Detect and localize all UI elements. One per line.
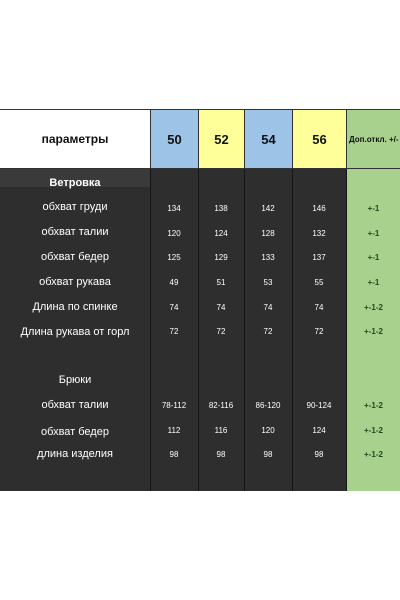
table-cell: 72 (169, 327, 179, 336)
table-cell: 129 (214, 253, 228, 262)
table-cell: 124 (214, 229, 228, 238)
tolerance-cell: +-1-2 (364, 426, 383, 435)
table-cell: 55 (314, 278, 324, 287)
tolerance-cell: +-1-2 (364, 401, 383, 410)
table-cell: 90-124 (306, 401, 332, 410)
table-cell: 133 (261, 253, 275, 262)
tolerance-cell: +-1 (367, 253, 380, 262)
table-cell: 132 (312, 229, 326, 238)
header-size-56: 56 (292, 109, 346, 169)
header-parameters: параметры (0, 109, 150, 169)
table-cell: 120 (261, 426, 275, 435)
table-cell: 98 (314, 450, 324, 459)
table-cell: 72 (314, 327, 324, 336)
row-label: длина изделия (37, 448, 113, 460)
table-cell: 128 (261, 229, 275, 238)
tolerance-cell: +-1-2 (364, 303, 383, 312)
section-title-jacket: Ветровка (49, 177, 101, 189)
row-label: Длина рукава от горл (20, 326, 130, 338)
table-cell: 146 (312, 204, 326, 213)
table-cell: 72 (216, 327, 226, 336)
row-label: обхват талии (41, 399, 109, 411)
row-label: Длина по спинке (32, 301, 118, 313)
header-tolerance: Доп.откл. +/- (346, 109, 400, 169)
table-cell: 78-112 (161, 401, 187, 410)
table-cell: 98 (263, 450, 273, 459)
tolerance-cell: +-1-2 (364, 450, 383, 459)
table-cell: 116 (214, 426, 228, 435)
row-label: обхват груди (42, 201, 108, 213)
table-cell: 138 (214, 204, 228, 213)
table-cell: 72 (263, 327, 273, 336)
row-label: обхват бедер (41, 426, 109, 438)
table-cell: 82-116 (208, 401, 234, 410)
table-cell: 49 (169, 278, 179, 287)
table-cell: 74 (216, 303, 226, 312)
section-title-trousers: Брюки (58, 374, 92, 386)
table-cell: 74 (263, 303, 273, 312)
table-cell: 86-120 (255, 401, 281, 410)
size-table (0, 109, 400, 491)
header-size-52: 52 (198, 109, 244, 169)
table-cell: 142 (261, 204, 275, 213)
table-cell: 74 (314, 303, 324, 312)
table-cell: 98 (216, 450, 226, 459)
header-size-50: 50 (150, 109, 198, 169)
table-cell: 125 (167, 253, 181, 262)
header-size-54: 54 (244, 109, 292, 169)
row-label: обхват бедер (41, 251, 109, 263)
table-cell: 53 (263, 278, 273, 287)
tolerance-cell: +-1-2 (364, 327, 383, 336)
table-cell: 124 (312, 426, 326, 435)
table-cell: 74 (169, 303, 179, 312)
table-cell: 134 (167, 204, 181, 213)
table-cell: 120 (167, 229, 181, 238)
tolerance-cell: +-1 (367, 278, 380, 287)
table-cell: 112 (167, 426, 181, 435)
row-label: обхват талии (41, 226, 109, 238)
table-cell: 137 (312, 253, 326, 262)
row-label: обхват рукава (39, 276, 111, 288)
table-cell: 98 (169, 450, 179, 459)
table-cell: 51 (216, 278, 226, 287)
tolerance-cell: +-1 (367, 229, 380, 238)
tolerance-cell: +-1 (367, 204, 380, 213)
